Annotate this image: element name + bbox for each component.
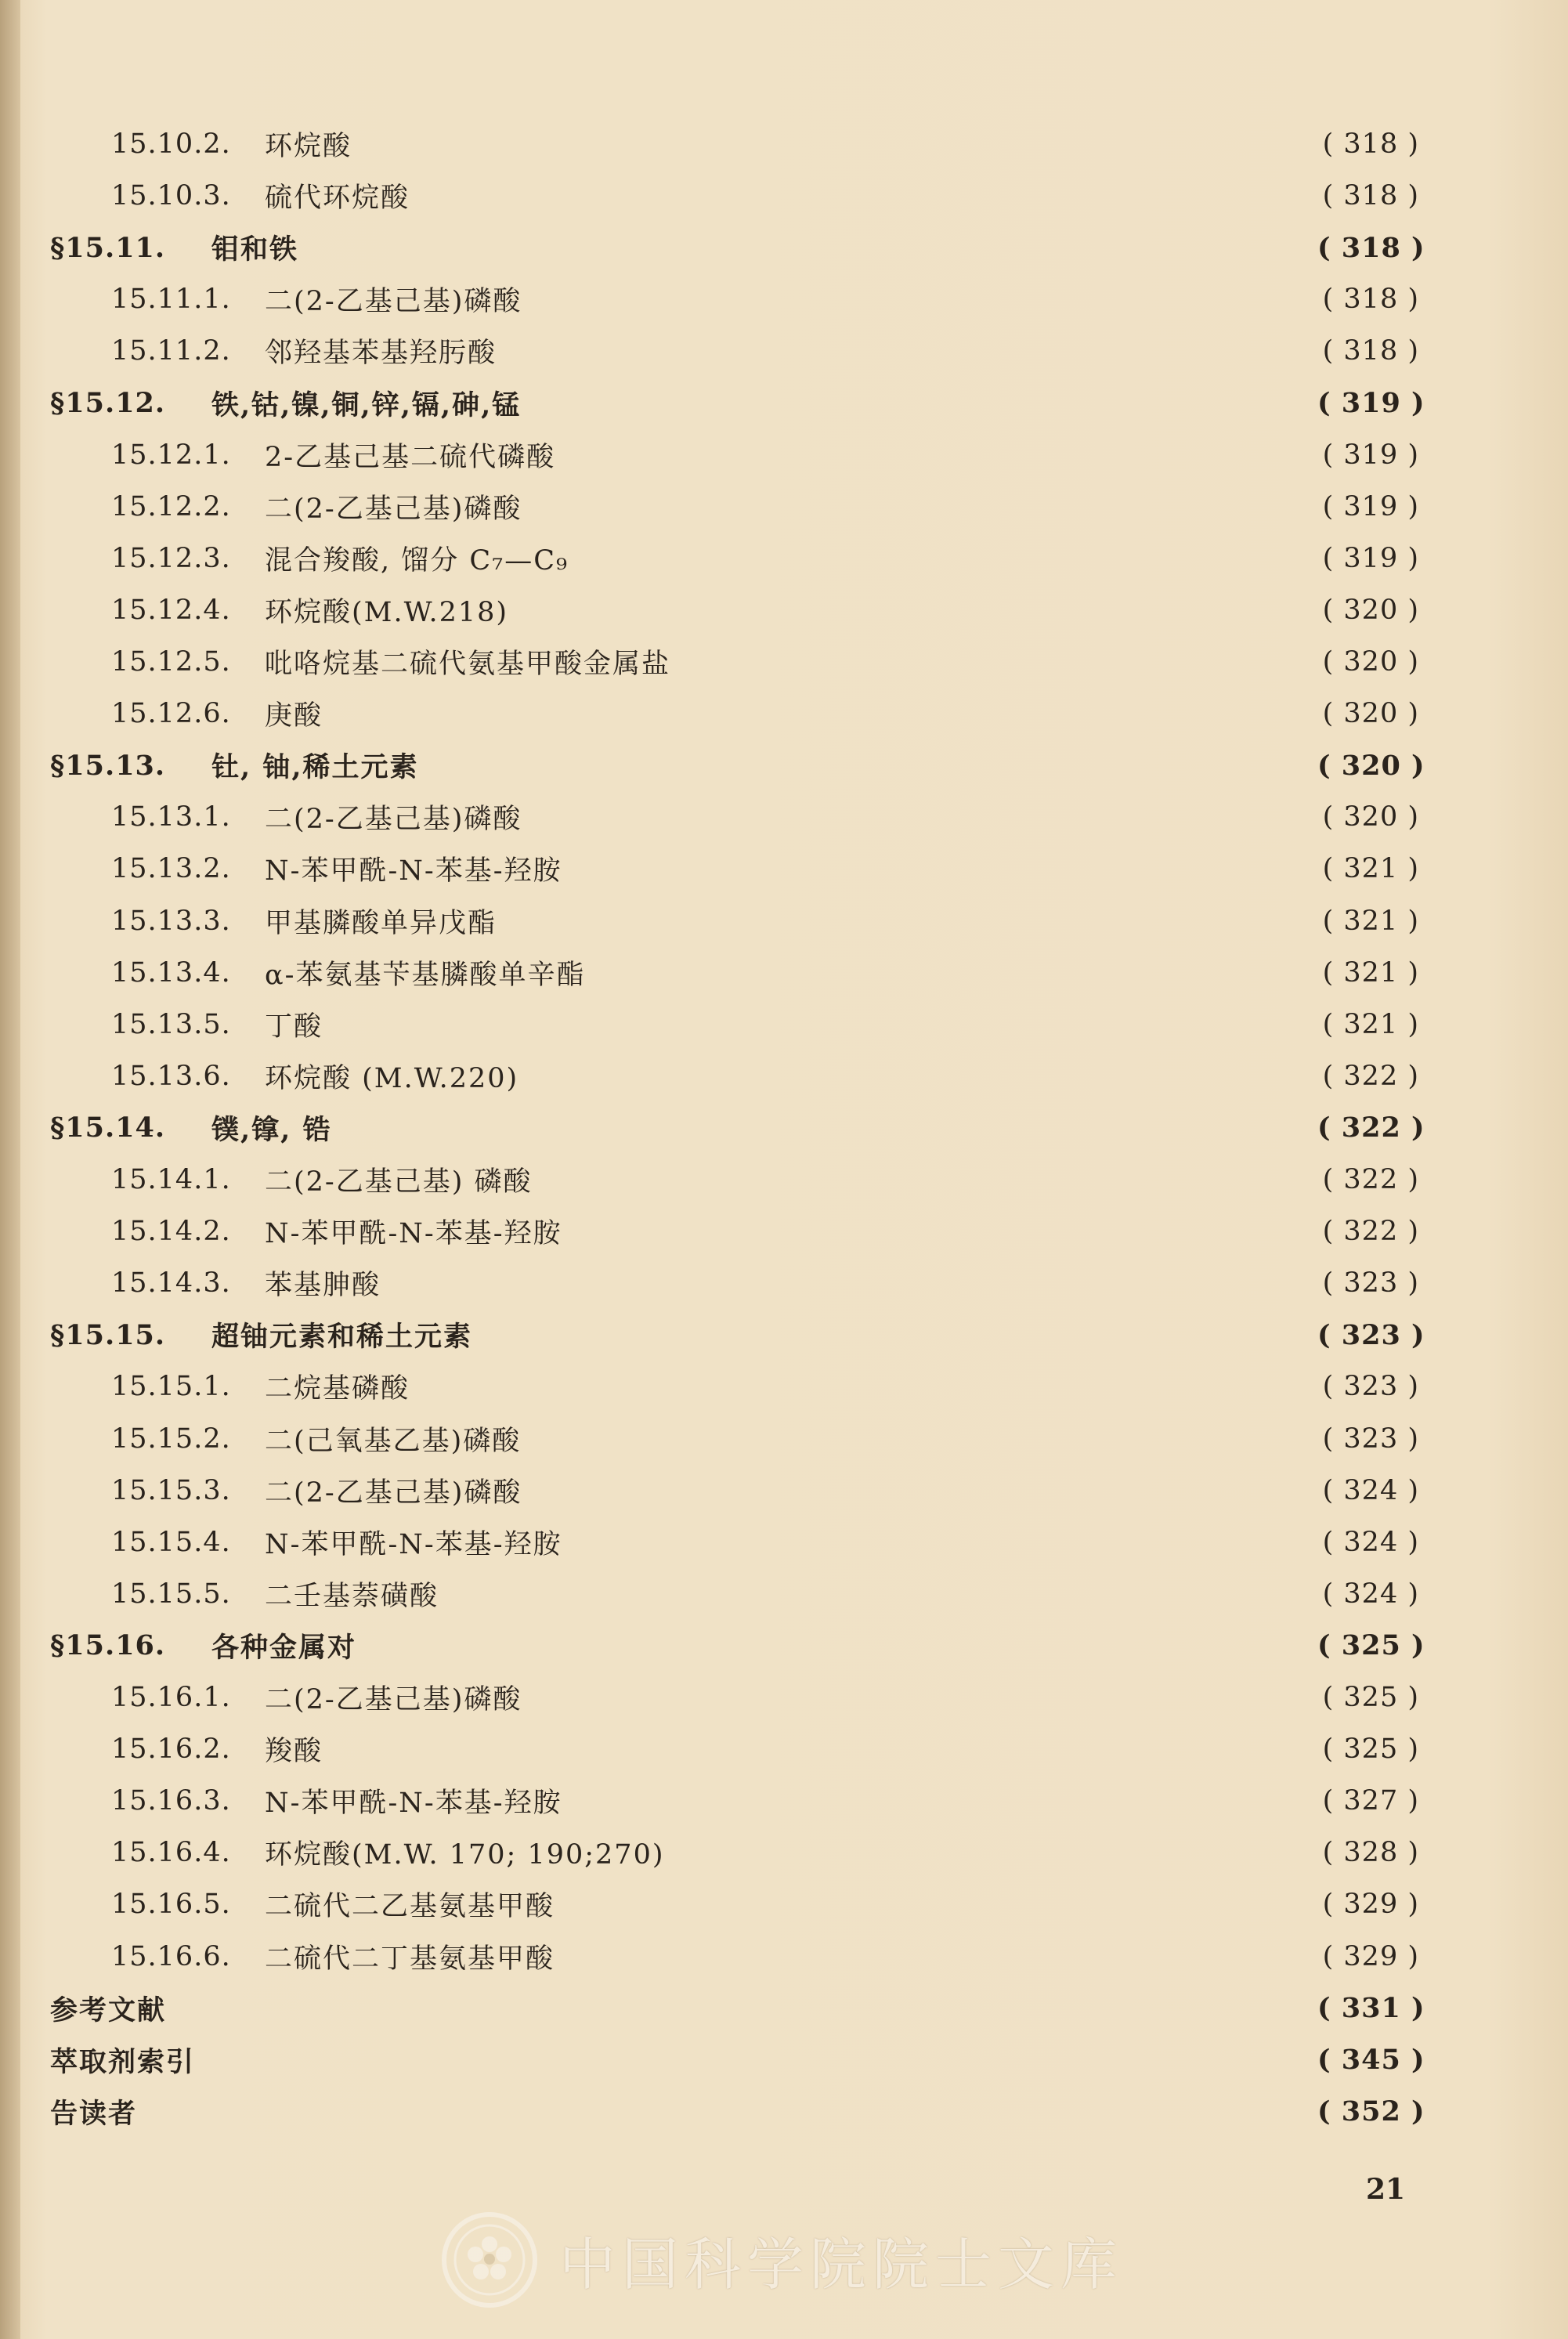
entry-page-number: ( 320 ) bbox=[1317, 749, 1425, 782]
entry-number: 15.16.2. bbox=[111, 1733, 231, 1766]
toc-entry bbox=[111, 121, 1419, 168]
dot-leader bbox=[174, 1985, 1310, 2032]
entry-page-number: ( 320 ) bbox=[1322, 801, 1419, 833]
toc-entry bbox=[111, 690, 1419, 737]
entry-title: 2-乙基己基二硫代磷酸 bbox=[265, 441, 556, 473]
entry-title: 二(己氧基乙基)磷酸 bbox=[265, 1425, 522, 1457]
entry-title: 各种金属对 bbox=[211, 1631, 357, 1664]
entry-title: 环烷酸(M.W.218) bbox=[265, 596, 509, 628]
toc-entry bbox=[111, 638, 1419, 685]
toc-entry bbox=[111, 535, 1419, 582]
entry-page-number: ( 327 ) bbox=[1322, 1785, 1419, 1817]
entry-title: 二硫代二丁基氨基甲酸 bbox=[265, 1943, 555, 1975]
toc-entry bbox=[111, 1829, 1419, 1876]
entry-title: α-苯氨基苄基膦酸单辛酯 bbox=[265, 959, 586, 991]
dot-leader bbox=[529, 483, 1310, 530]
entry-number: 15.11.1. bbox=[111, 284, 231, 316]
dot-leader bbox=[364, 1622, 1310, 1669]
page-number: 21 bbox=[1366, 2173, 1406, 2206]
entry-page-number: ( 319 ) bbox=[1322, 439, 1419, 471]
entry-title: 环烷酸 (M.W.220) bbox=[265, 1062, 519, 1094]
entry-page-number: ( 320 ) bbox=[1322, 646, 1419, 678]
toc-entry bbox=[111, 1674, 1419, 1721]
toc-entry bbox=[111, 1156, 1419, 1203]
entry-page-number: ( 324 ) bbox=[1322, 1474, 1419, 1506]
entry-number: 15.14.1. bbox=[111, 1164, 231, 1195]
dot-leader bbox=[678, 638, 1310, 685]
entry-title: 二硫代二乙基氨基甲酸 bbox=[265, 1891, 555, 1923]
dot-leader bbox=[504, 327, 1310, 374]
entry-page-number: ( 322 ) bbox=[1322, 1060, 1419, 1092]
entry-number: §15.14. bbox=[50, 1112, 166, 1144]
dot-leader bbox=[340, 1104, 1310, 1151]
toc-entry bbox=[111, 1933, 1419, 1980]
entry-page-number: ( 345 ) bbox=[1317, 2044, 1425, 2077]
toc-entry bbox=[111, 1571, 1419, 1618]
dot-leader bbox=[529, 276, 1310, 323]
entry-title: 二(2-乙基己基)磷酸 bbox=[265, 493, 522, 525]
entry-page-number: ( 324 ) bbox=[1322, 1526, 1419, 1558]
toc-entry bbox=[111, 1208, 1419, 1255]
entry-page-number: ( 323 ) bbox=[1322, 1267, 1419, 1300]
entry-page-number: ( 325 ) bbox=[1322, 1733, 1419, 1766]
toc-entry bbox=[111, 1363, 1419, 1410]
toc-entry bbox=[111, 1467, 1419, 1514]
entry-title: 环烷酸(M.W. 170; 190;270) bbox=[265, 1839, 665, 1871]
entry-number: §15.15. bbox=[50, 1318, 166, 1351]
entry-page-number: ( 322 ) bbox=[1322, 1164, 1419, 1195]
toc-entry bbox=[111, 172, 1419, 219]
entry-number: 15.15.3. bbox=[111, 1474, 231, 1506]
dot-leader bbox=[331, 1726, 1310, 1773]
dot-leader bbox=[570, 1777, 1310, 1824]
dot-leader bbox=[306, 224, 1310, 271]
toc-entry bbox=[111, 276, 1419, 323]
toc-entry bbox=[111, 432, 1419, 479]
entry-number: 15.16.4. bbox=[111, 1837, 231, 1869]
dot-leader bbox=[593, 949, 1310, 996]
entry-page-number: ( 325 ) bbox=[1322, 1682, 1419, 1713]
toc-entry bbox=[111, 845, 1419, 892]
entry-page-number: ( 323 ) bbox=[1322, 1371, 1419, 1403]
entry-number: §15.12. bbox=[50, 387, 166, 419]
dot-leader bbox=[480, 1311, 1310, 1358]
toc-entry bbox=[111, 483, 1419, 530]
entry-title: 羧酸 bbox=[265, 1736, 323, 1768]
dot-leader bbox=[446, 1571, 1310, 1618]
entry-number: 15.15.2. bbox=[111, 1423, 231, 1455]
entry-number: §15.16. bbox=[50, 1629, 166, 1662]
toc-entry bbox=[111, 1001, 1419, 1048]
entry-page-number: ( 319 ) bbox=[1317, 387, 1425, 419]
entry-title: 钼和铁 bbox=[211, 233, 299, 266]
entry-number: 15.12.5. bbox=[111, 646, 231, 678]
entry-number: 15.10.3. bbox=[111, 180, 231, 212]
dot-leader bbox=[529, 1467, 1310, 1514]
dot-leader bbox=[570, 1208, 1310, 1255]
watermark bbox=[439, 2209, 1123, 2311]
entry-page-number: ( 321 ) bbox=[1322, 956, 1419, 989]
entry-number: 15.14.2. bbox=[111, 1216, 231, 1248]
toc-entry bbox=[111, 1415, 1419, 1462]
watermark-text: 中国科学院院士文库 bbox=[559, 2232, 1124, 2297]
dot-leader bbox=[526, 1053, 1310, 1100]
entry-page-number: ( 325 ) bbox=[1317, 1629, 1425, 1662]
dot-leader bbox=[417, 172, 1310, 219]
toc-entry bbox=[111, 1519, 1419, 1566]
toc-section-entry bbox=[50, 1311, 1425, 1358]
entry-title: 二(2-乙基己基)磷酸 bbox=[265, 1477, 522, 1509]
entry-page-number: ( 323 ) bbox=[1317, 1318, 1425, 1351]
entry-title: 二(2-乙基己基)磷酸 bbox=[265, 286, 522, 318]
dot-leader bbox=[540, 1156, 1310, 1203]
toc-entry bbox=[111, 1053, 1419, 1100]
entry-page-number: ( 321 ) bbox=[1322, 905, 1419, 937]
entry-page-number: ( 331 ) bbox=[1317, 1992, 1425, 2025]
entry-number: 15.13.5. bbox=[111, 1008, 231, 1040]
entry-number: 15.13.3. bbox=[111, 905, 231, 937]
entry-page-number: ( 318 ) bbox=[1322, 284, 1419, 316]
toc-entry bbox=[111, 949, 1419, 996]
entry-page-number: ( 318 ) bbox=[1317, 231, 1425, 264]
entry-title: 萃取剂索引 bbox=[50, 2045, 196, 2078]
toc-section-entry bbox=[50, 224, 1425, 271]
entry-page-number: ( 320 ) bbox=[1322, 594, 1419, 626]
entry-title: 甲基膦酸单异戊酯 bbox=[265, 907, 497, 939]
dot-leader bbox=[417, 1363, 1310, 1410]
entry-page-number: ( 352 ) bbox=[1317, 2095, 1425, 2128]
entry-page-number: ( 324 ) bbox=[1322, 1578, 1419, 1610]
dot-leader bbox=[203, 2037, 1310, 2084]
toc-entry bbox=[111, 327, 1419, 374]
toc-entry bbox=[111, 794, 1419, 841]
entry-title: N-苯甲酰-N-苯基-羟胺 bbox=[265, 1788, 562, 1820]
entry-title: N-苯甲酰-N-苯基-羟胺 bbox=[265, 1528, 562, 1560]
entry-page-number: ( 323 ) bbox=[1322, 1423, 1419, 1455]
entry-number: §15.11. bbox=[50, 231, 166, 264]
entry-title: 二(2-乙基己基)磷酸 bbox=[265, 1684, 522, 1715]
entry-number: 15.15.1. bbox=[111, 1371, 231, 1403]
entry-page-number: ( 329 ) bbox=[1322, 1940, 1419, 1972]
entry-title: 钍, 铀,稀土元素 bbox=[211, 751, 419, 784]
entry-title: 庚酸 bbox=[265, 700, 323, 732]
toc-entry bbox=[111, 1777, 1419, 1824]
academy-seal-icon bbox=[439, 2209, 540, 2311]
entry-number: 15.16.6. bbox=[111, 1940, 231, 1972]
entry-page-number: ( 329 ) bbox=[1322, 1889, 1419, 1921]
entry-title: 混合羧酸, 馏分 C₇—C₉ bbox=[265, 544, 569, 577]
entry-number: 15.11.2. bbox=[111, 335, 231, 367]
entry-number: 15.13.2. bbox=[111, 853, 231, 885]
entry-page-number: ( 322 ) bbox=[1317, 1112, 1425, 1144]
entry-page-number: ( 321 ) bbox=[1322, 853, 1419, 885]
entry-page-number: ( 318 ) bbox=[1322, 180, 1419, 212]
dot-leader bbox=[673, 1829, 1310, 1876]
dot-leader bbox=[570, 1519, 1310, 1566]
entry-number: 15.13.4. bbox=[111, 956, 231, 989]
dot-leader bbox=[563, 432, 1310, 479]
entry-number: 15.13.1. bbox=[111, 801, 231, 833]
entry-number: 15.12.4. bbox=[111, 594, 231, 626]
entry-title: 二(2-乙基己基)磷酸 bbox=[265, 804, 522, 836]
entry-title: 二(2-乙基己基) 磷酸 bbox=[265, 1166, 533, 1198]
entry-number: 15.10.2. bbox=[111, 128, 231, 160]
entry-number: 15.16.1. bbox=[111, 1682, 231, 1713]
entry-page-number: ( 318 ) bbox=[1322, 335, 1419, 367]
dot-leader bbox=[331, 690, 1310, 737]
entry-title: 超铀元素和稀土元素 bbox=[211, 1321, 473, 1354]
dot-leader bbox=[562, 1881, 1310, 1928]
entry-title: 苯基胂酸 bbox=[265, 1270, 381, 1302]
dot-leader bbox=[388, 1260, 1310, 1307]
entry-title: 环烷酸 bbox=[265, 131, 352, 162]
entry-page-number: ( 322 ) bbox=[1322, 1216, 1419, 1248]
page-spine-shadow bbox=[0, 0, 20, 2339]
dot-leader bbox=[576, 535, 1310, 582]
dot-leader bbox=[562, 1933, 1310, 1980]
dot-leader bbox=[529, 380, 1310, 427]
entry-number: 15.13.6. bbox=[111, 1060, 231, 1092]
entry-page-number: ( 328 ) bbox=[1322, 1837, 1419, 1869]
toc-section-entry bbox=[50, 1622, 1425, 1669]
entry-page-number: ( 320 ) bbox=[1322, 698, 1419, 730]
dot-leader bbox=[529, 1674, 1310, 1721]
dot-leader bbox=[504, 898, 1310, 945]
entry-title: 丁酸 bbox=[265, 1010, 323, 1043]
entry-number: 15.12.6. bbox=[111, 698, 231, 730]
entry-page-number: ( 318 ) bbox=[1322, 128, 1419, 160]
entry-title: 参考文献 bbox=[50, 1994, 167, 2026]
entry-number: 15.15.4. bbox=[111, 1526, 231, 1558]
entry-number: §15.13. bbox=[50, 749, 166, 782]
toc-section-entry bbox=[50, 380, 1425, 427]
entry-title: 硫代环烷酸 bbox=[265, 183, 410, 215]
entry-title: 二烷基磷酸 bbox=[265, 1373, 410, 1405]
entry-number: 15.16.5. bbox=[111, 1889, 231, 1921]
entry-title: 二壬基萘磺酸 bbox=[265, 1580, 439, 1612]
dot-leader bbox=[516, 587, 1310, 634]
dot-leader bbox=[529, 794, 1310, 841]
entry-title: N-苯甲酰-N-苯基-羟胺 bbox=[265, 1218, 562, 1250]
dot-leader bbox=[359, 121, 1310, 168]
toc-entry bbox=[111, 898, 1419, 945]
entry-title: 镤,镎, 锆 bbox=[211, 1113, 332, 1146]
toc-entry bbox=[111, 1260, 1419, 1307]
entry-page-number: ( 319 ) bbox=[1322, 542, 1419, 574]
dot-leader bbox=[331, 1001, 1310, 1048]
toc-entry bbox=[111, 1881, 1419, 1928]
toc-entry bbox=[111, 587, 1419, 634]
entry-title: N-苯甲酰-N-苯基-羟胺 bbox=[265, 855, 562, 888]
entry-title: 告读者 bbox=[50, 2097, 138, 2130]
entry-page-number: ( 319 ) bbox=[1322, 490, 1419, 522]
dot-leader bbox=[427, 742, 1310, 789]
toc-entry bbox=[111, 1726, 1419, 1773]
toc-backmatter-entry bbox=[50, 2037, 1425, 2084]
dot-leader bbox=[145, 2088, 1310, 2135]
toc-backmatter-entry bbox=[50, 2088, 1425, 2135]
entry-number: 15.16.3. bbox=[111, 1785, 231, 1817]
entry-number: 15.12.1. bbox=[111, 439, 231, 471]
toc-section-entry bbox=[50, 742, 1425, 789]
entry-number: 15.14.3. bbox=[111, 1267, 231, 1300]
dot-leader bbox=[570, 845, 1310, 892]
entry-title: 铁,钴,镍,铜,锌,镉,砷,锰 bbox=[211, 389, 522, 421]
entry-title: 邻羟基苯基羟肟酸 bbox=[265, 338, 497, 370]
entry-title: 吡咯烷基二硫代氨基甲酸金属盐 bbox=[265, 649, 671, 680]
dot-leader bbox=[529, 1415, 1310, 1462]
toc-section-entry bbox=[50, 1104, 1425, 1151]
entry-number: 15.12.3. bbox=[111, 542, 231, 574]
entry-page-number: ( 321 ) bbox=[1322, 1008, 1419, 1040]
entry-number: 15.15.5. bbox=[111, 1578, 231, 1610]
toc-backmatter-entry bbox=[50, 1985, 1425, 2032]
entry-number: 15.12.2. bbox=[111, 490, 231, 522]
